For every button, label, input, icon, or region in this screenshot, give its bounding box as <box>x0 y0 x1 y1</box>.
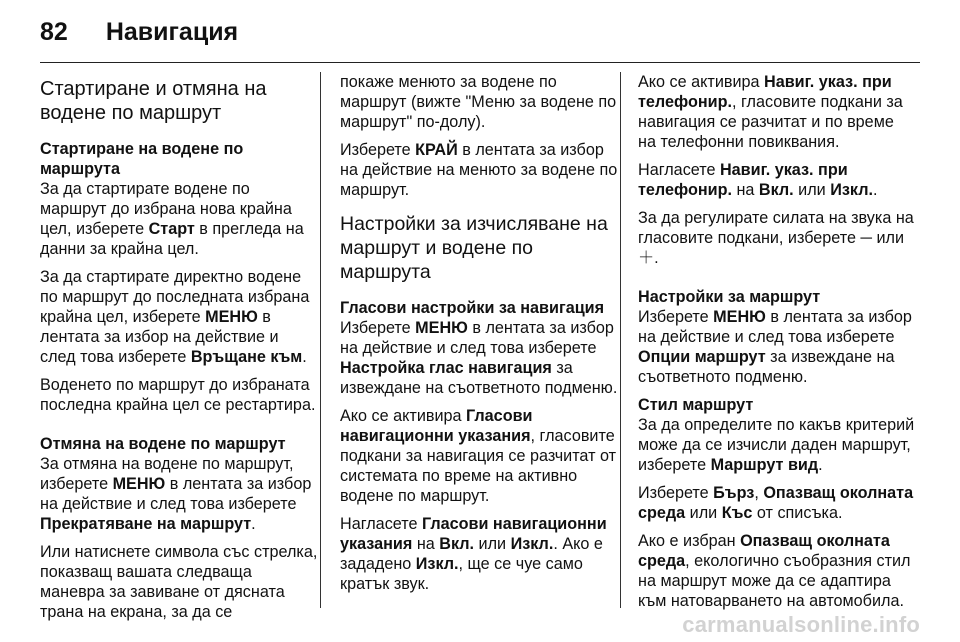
paragraph: За да стартирате директно водене по маршрут до последната избрана крайна цел, изберете МЕНЮ в лентата за избор на действие и след това изберете Връщане към. <box>40 268 310 366</box>
column-3 <box>638 72 916 619</box>
column-2 <box>340 72 618 602</box>
subheading-cancel-guidance: Отмяна на водене по маршрут <box>40 435 286 453</box>
paragraph: Воденето по маршрут до избраната последна крайна цел се рестартира. <box>40 376 316 414</box>
subheading-start-guidance: Стартиране на водене по маршрута <box>40 140 244 178</box>
watermark: carmanualsonline.info <box>682 612 920 637</box>
heading-start-cancel: Стартиране и отмяна на водене по маршрут <box>40 78 267 124</box>
paragraph: Изберете Бърз, Опазващ околната среда или Къс от списъка. <box>638 484 914 522</box>
paragraph: Изберете КРАЙ в лентата за избор на действие на менюто за водене по маршрут. <box>340 141 618 199</box>
paragraph: Ако е избран Опазващ околната среда, екологично съобразния стил на маршрут може да се адаптира към натоварването на автомобила. <box>638 532 911 610</box>
section-title: Навигация <box>105 18 239 46</box>
page-header <box>40 18 238 58</box>
paragraph: Нагласете Навиг. указ. при телефонир. на Вкл. или Изкл.. <box>638 161 878 199</box>
heading-route-settings: Настройки за изчисляване на маршрут и водене по маршрута <box>340 213 608 283</box>
paragraph: За отмяна на водене по маршрут, изберете МЕНЮ в лентата за избор на действие и след това изберете Прекратяване на маршрут. <box>40 455 312 533</box>
paragraph: Ако се активира Гласови навигационни указания, гласовите подкани за навигация се разчитат от системата по време на активно водене по маршрут. <box>340 407 617 505</box>
paragraph: За да определите по какъв критерий може да се изчисли даден маршрут, изберете Маршрут вид. <box>638 416 915 474</box>
paragraph: Изберете МЕНЮ в лентата за избор на действие и след това изберете Настройка глас навигация за извеждане на съответното подменю. <box>340 319 618 397</box>
header-divider <box>40 62 920 63</box>
paragraph: покаже менюто за водене по маршрут (вижте "Меню за водене по маршрут" по-долу). <box>340 73 617 131</box>
paragraph: Нагласете Гласови навигационни указания на Вкл. или Изкл.. Ако е зададено Изкл., ще се чуе само кратък звук. <box>340 515 607 593</box>
page-number: 82 <box>40 18 68 46</box>
subheading-route-style: Стил маршрут <box>638 396 754 414</box>
column-divider-2 <box>620 72 621 608</box>
paragraph: За да стартирате водене по маршрут до избрана нова крайна цел, изберете Старт в прегледа на данни за крайна цел. <box>40 180 304 258</box>
paragraph: Ако се активира Навиг. указ. при телефонир., гласовите подкани за навигация се разчитат и по време на телефонни повиквания. <box>638 73 903 151</box>
paragraph: Или натиснете символа със стрелка, показващ вашата следваща маневра за завиване от дясната трана на екрана, за да се <box>40 543 318 621</box>
subheading-voice-settings: Гласови настройки за навигация <box>340 299 605 317</box>
subheading-route-settings: Настройки за маршрут <box>638 288 821 306</box>
column-divider-1 <box>320 72 321 608</box>
paragraph: Изберете МЕНЮ в лентата за избор на действие и след това изберете Опции маршрут за извеждане на съответното подменю. <box>638 308 912 386</box>
column-1 <box>40 72 318 630</box>
paragraph: За да регулирате силата на звука на гласовите подкани, изберете ─ или ＋. <box>638 209 914 267</box>
